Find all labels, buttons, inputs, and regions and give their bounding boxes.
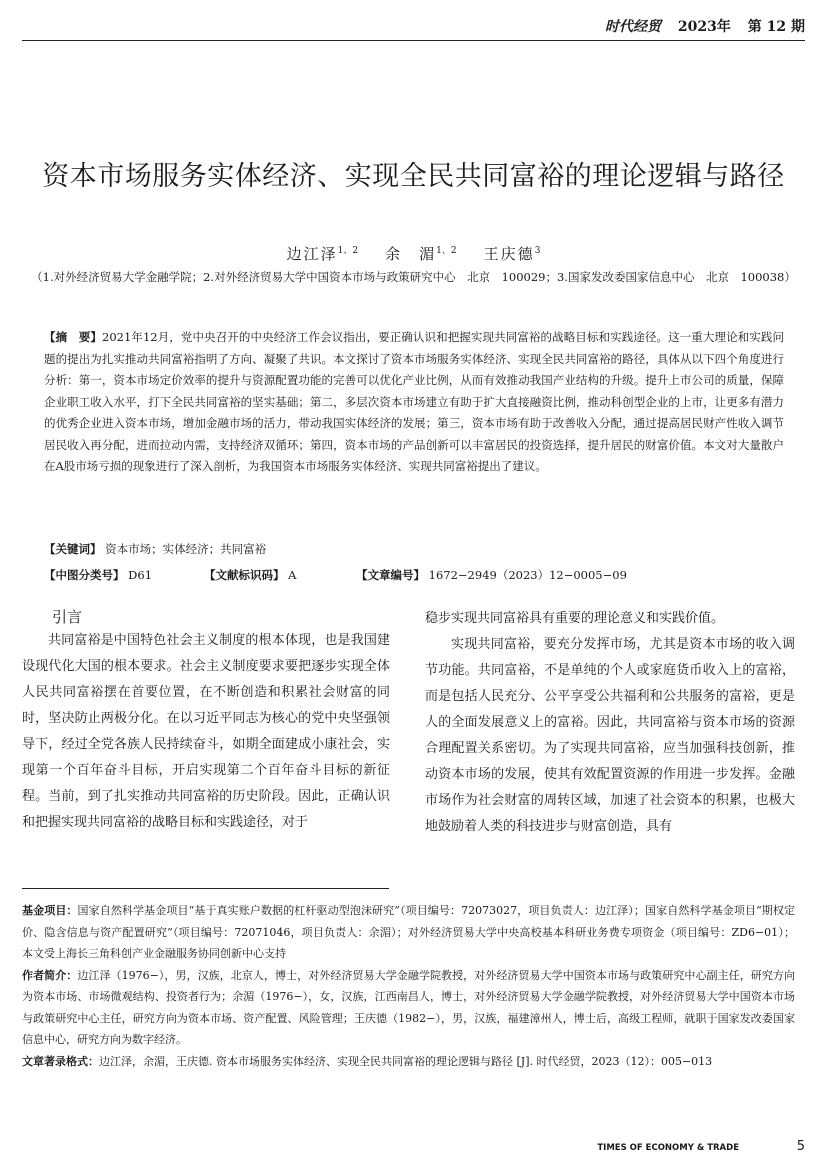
journal-issue: 第 12 期 bbox=[747, 19, 805, 35]
author-affil-mark: 1、2 bbox=[337, 246, 359, 256]
citation-note bbox=[22, 1051, 795, 1073]
body-paragraph: 稳步实现共同富裕具有重要的理论意义和实践价值。 bbox=[425, 611, 725, 626]
citation-label: 文章著录格式： bbox=[22, 1054, 99, 1068]
fund-note bbox=[22, 900, 795, 965]
article-title: 资本市场服务实体经济、实现全民共同富裕的理论逻辑与路径 bbox=[42, 161, 785, 192]
body-paragraph: 实现共同富裕，要充分发挥市场，尤其是资本市场的收入调节功能。共同富裕，不是单纯的个人或家庭货币收入上的富裕，而是包括人民充分、公平享受公共福利和公共服务的富裕，更是人的全面发展意义上的富裕。因此，共同富裕与资本市场的资源合理配置关系密切。为了实现共同富裕，应当加强科技创新，推动资本市场的发展，使其有效配置资源的作用进一步发挥。金融市场作为社会财富的周转区域，加速了社会资本的积累，也极大地鼓励着人类的科技进步与财富创造，具有 bbox=[425, 637, 795, 834]
affiliations: （1.对外经济贸易大学金融学院；2.对外经济贸易大学中国资本市场与政策研究中心 北京 100029；3.国家发改委国家信息中心 北京 100038） bbox=[31, 270, 796, 284]
citation-text: 边江泽，余湄，王庆德. 资本市场服务实体经济、实现全民共同富裕的理论逻辑与路径 [J]. 时代经贸，2023（12）：005−013 bbox=[99, 1054, 713, 1068]
keywords-text: 资本市场；实体经济；共同富裕 bbox=[105, 542, 267, 556]
footer-journal-name: TIMES OF ECONOMY & TRADE bbox=[597, 1143, 739, 1153]
footnotes bbox=[22, 900, 795, 1072]
section-heading: 引言 bbox=[52, 608, 83, 626]
fund-label: 基金项目： bbox=[22, 904, 78, 917]
doc-code-label: 【文献标识码】 bbox=[204, 568, 285, 582]
author-note bbox=[22, 965, 795, 1051]
article-no-label: 【文章编号】 bbox=[356, 568, 425, 582]
article-no-value: 1672−2949（2023）12−0005−09 bbox=[428, 568, 627, 582]
doc-code-value: A bbox=[288, 568, 297, 582]
keywords-label: 【关键词】 bbox=[44, 542, 102, 556]
journal-name: 时代经贸 bbox=[605, 19, 662, 35]
clc-value: D61 bbox=[128, 568, 153, 582]
author-name: 王庆德 bbox=[483, 245, 535, 263]
author-name: 边江泽 bbox=[286, 245, 338, 263]
classification-line bbox=[44, 567, 784, 583]
footnote-rule bbox=[22, 888, 389, 889]
author-affil-mark: 3 bbox=[534, 246, 541, 256]
abstract-label: 【摘 要】 bbox=[44, 330, 102, 344]
body-left-column bbox=[22, 628, 390, 836]
author-list bbox=[0, 243, 827, 264]
author-bio-text: 边江泽（1976−），男，汉族，北京人，博士，对外经济贸易大学金融学院教授，对外经济贸易大学中国资本市场与政策研究中心副主任，研究方向为资本市场、市场微观结构、投资者行为；余湄（1976−），女，汉族，江西南昌人，博士，对外经济贸易大学金融学院教授，对外经济贸易大学中国资本市场与政策研究中心主任，研究方向为资本市场、资产配置、风险管理；王庆德（1982−），男，汉族，福建漳州人，博士后，高级工程师，就职于国家发改委国家信息中心，研究方向为数字经济。 bbox=[22, 968, 795, 1046]
fund-text: 国家自然科学基金项目“基于真实账户数据的杠杆驱动型泡沫研究”（项目编号：72073027，项目负责人：边江泽）；国家自然科学基金项目“期权定价、隐含信息与资产配置研究”（项目编号：72071046，项目负责人：余湄）；对外经济贸易大学中央高校基本科研业务费专项资金（项目编号：ZD6−01）；本文受上海长三角科创产业金融服务协同创新中心支持 bbox=[22, 904, 796, 960]
page-number: 5 bbox=[796, 1139, 805, 1154]
author-affil-mark: 1、2 bbox=[436, 246, 457, 256]
keywords bbox=[44, 541, 784, 557]
body-right-column bbox=[425, 606, 795, 840]
body-paragraph: 共同富裕是中国特色社会主义制度的根本体现，也是我国建设现代化大国的根本要求。社会主义制度要求要把逐步实现全体人民共同富裕摆在首要位置，在不断创造和积累社会财富的同时，坚决防止两极分化。在以习近平同志为核心的党中央坚强领导下，经过全党各族人民持续奋斗，如期全面建成小康社会，实现第一个百年奋斗目标，开启实现第二个百年奋斗目标的新征程。当前，到了扎实推动共同富裕的历史阶段。因此，正确认识和把握实现共同富裕的战略目标和实践途径，对于 bbox=[22, 633, 390, 830]
header-rule bbox=[22, 40, 805, 41]
running-header bbox=[605, 16, 805, 36]
author-bio-label: 作者简介： bbox=[22, 968, 78, 982]
clc-label: 【中图分类号】 bbox=[44, 568, 125, 582]
author-name: 余 湄 bbox=[385, 245, 437, 263]
journal-year: 2023年 bbox=[677, 19, 731, 35]
abstract-text: 2021年12月，党中央召开的中央经济工作会议指出，要正确认识和把握实现共同富裕的战略目标和实践途径。这一重大理论和实践问题的提出为扎实推动共同富裕指明了方向、凝聚了共识。本文探讨了资本市场服务实体经济、实现全民共同富裕的路径，具体从以下四个角度进行分析：第一，资本市场定价效率的提升与资源配置功能的完善可以优化产业比例，从而有效推动我国产业结构的升级。提升上市公司的质量，保障企业职工收入水平，打下全民共同富裕的坚实基础；第二，多层次资本市场建立有助于扩大直接融资比例，推动科创型企业的上市，让更多有潜力的优秀企业进入资本市场，增加金融市场的活力，带动我国实体经济的发展；第三，资本市场有助于改善收入分配，通过提高居民财产性收入调节居民收入再分配，进而拉动内需，支持经济双循环；第四，资本市场的产品创新可以丰富居民的投资选择，提升居民的财富价值。本文对大量散户在A股市场亏损的现象进行了深入剖析，为我国资本市场服务实体经济、实现共同富裕提出了建议。 bbox=[44, 330, 784, 473]
abstract bbox=[44, 327, 784, 478]
